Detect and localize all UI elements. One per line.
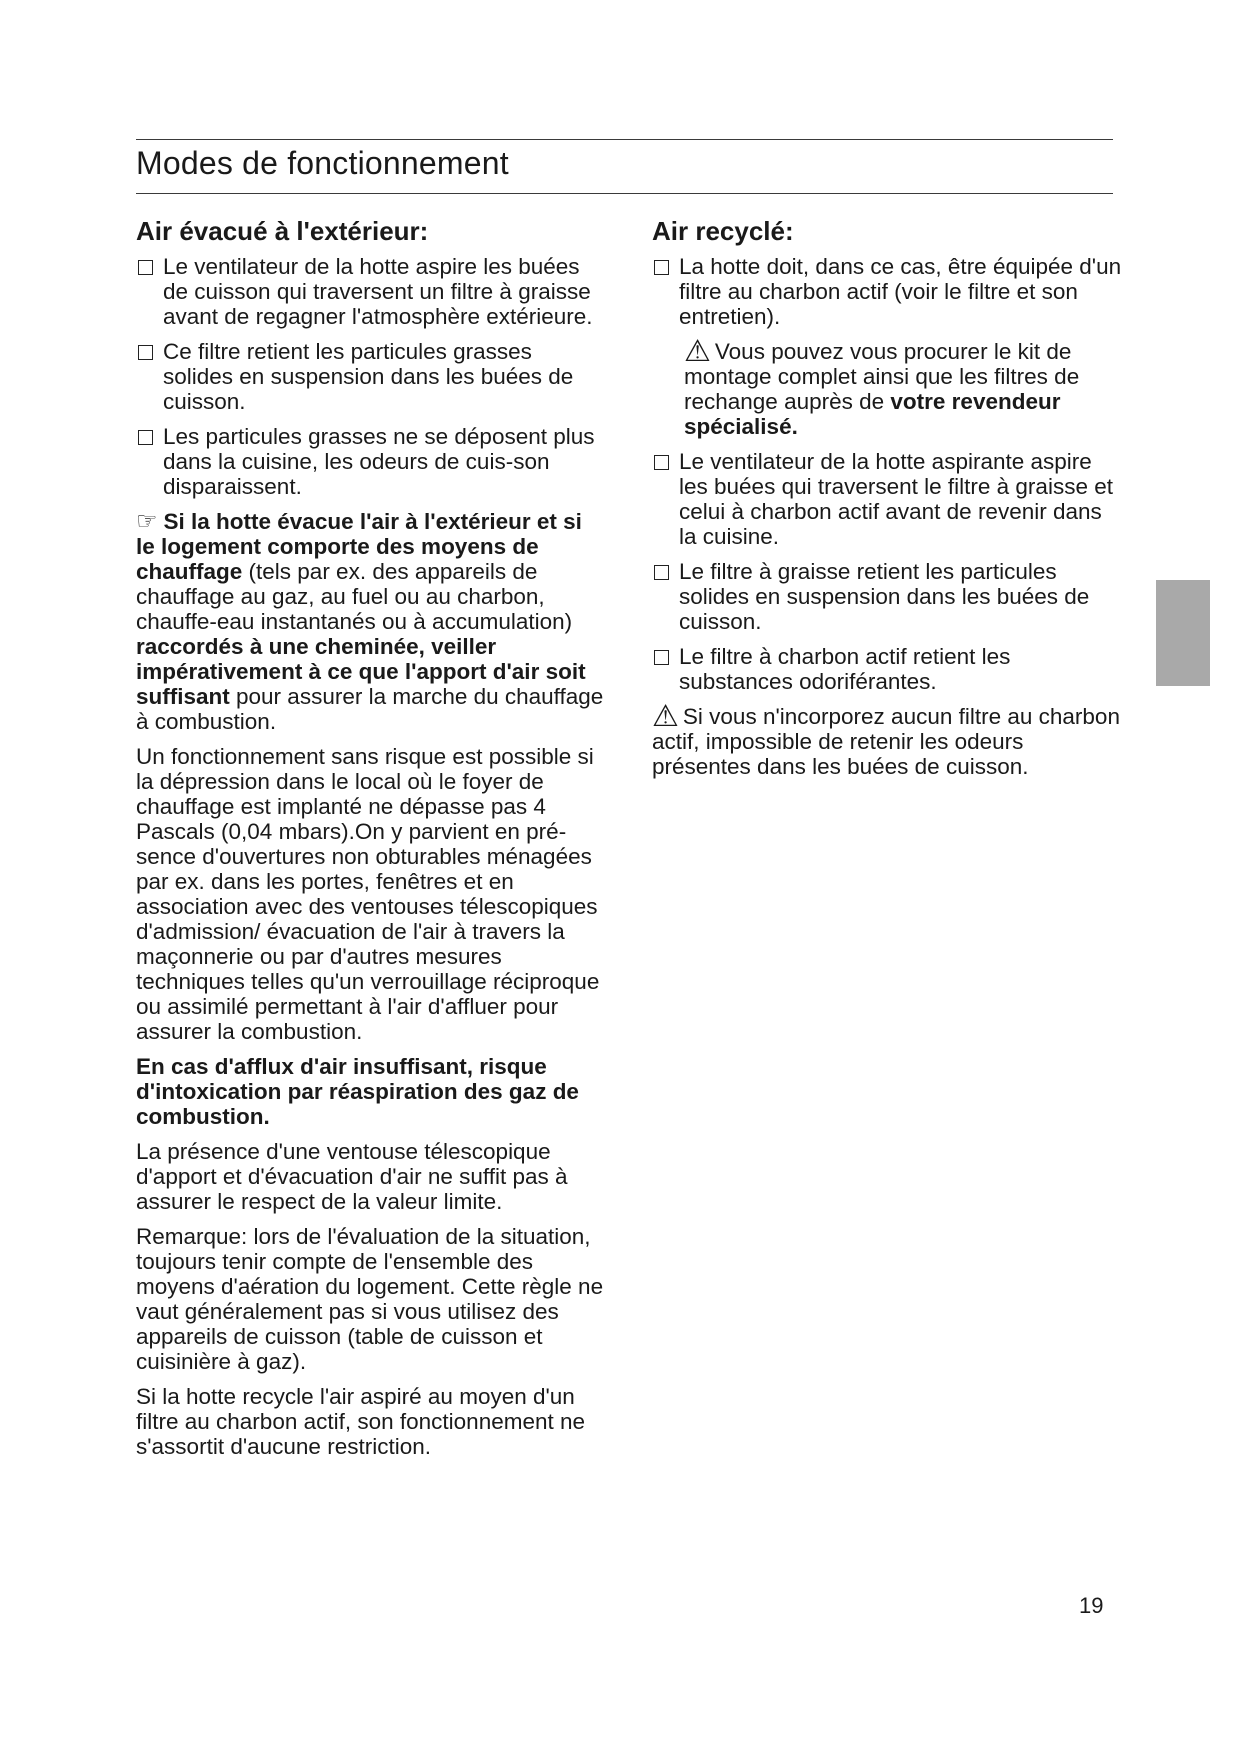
- list-item-text: Le filtre à charbon actif retient les substances odoriférantes.: [679, 644, 1011, 694]
- warning-bold-text: votre revendeur spécialisé.: [684, 389, 1061, 439]
- checkbox-bullet-icon: [654, 565, 669, 580]
- paragraph: Un fonctionnement sans risque est possible si la dépression dans le local où le foyer de chauffage est implanté ne dépasse pas 4 Pascals (0,04 mbars).On y parvient en pré-sence d'ouvertures non obturables ménagées par ex. dans les portes, fenêtres et en association avec des ventouses télescopiques d'admission/ évacuation de l'air à travers la maçonnerie ou par d'autres mesures techniques telles qu'un verrouillage réciproque ou assimilé permettant à l'air d'affluer pour assurer la combustion.: [136, 744, 600, 1044]
- warning-bold-text: En cas d'afflux d'air insuffisant, risque d'intoxication par réaspiration des gaz de combustion.: [136, 1054, 579, 1129]
- warning-text: Vous pouvez vous procurer le kit de montage complet ainsi que les filtres de rechange auprès de: [684, 339, 1080, 414]
- paragraph: La présence d'une ventouse télescopique d'apport et d'évacuation d'air ne suffit pas à assurer le respect de la valeur limite.: [136, 1139, 568, 1214]
- list-item-text: La hotte doit, dans ce cas, être équipée d'un filtre au charbon actif (voir le filtre et son entretien).: [679, 254, 1122, 329]
- checkbox-bullet-icon: [654, 650, 669, 665]
- checkbox-bullet-icon: [138, 430, 153, 445]
- list-item-text: Les particules grasses ne se déposent plus dans la cuisine, les odeurs de cuis-son disparaissent.: [163, 424, 595, 499]
- paragraph: Si la hotte recycle l'air aspiré au moyen d'un filtre au charbon actif, son fonctionnement ne s'assortit d'aucune restriction.: [136, 1384, 586, 1459]
- pointing-hand-icon: ☞: [136, 508, 158, 535]
- list-item: [652, 644, 1122, 694]
- header-rule-bottom: [136, 193, 1113, 194]
- right-column: [652, 216, 1122, 789]
- checkbox-bullet-icon: [138, 345, 153, 360]
- note-bold-2: raccordés à une cheminée, veiller impérativement à ce que l'apport d'air soit suffisant: [136, 634, 586, 709]
- list-item: [652, 559, 1122, 634]
- list-item-text: Le ventilateur de la hotte aspire les buées de cuisson qui traversent un filtre à graisse avant de regagner l'atmosphère extérieure.: [163, 254, 593, 329]
- left-column: [136, 216, 606, 1469]
- warning-paragraph: [136, 1054, 606, 1129]
- page-number: 19: [1079, 1593, 1104, 1618]
- warning-paragraph: [652, 700, 1122, 779]
- warning-triangle-icon: ⚠: [652, 700, 679, 733]
- chapter-tab-marker: [1156, 580, 1210, 686]
- list-item: [652, 449, 1122, 549]
- list-item: [136, 254, 606, 329]
- warning-triangle-icon: ⚠: [684, 335, 711, 368]
- warning-paragraph: [684, 335, 1122, 439]
- note-text-2: pour assurer la marche du chauffage à combustion.: [136, 684, 604, 734]
- page-title: Modes de fonctionnement: [136, 145, 509, 181]
- list-item: [652, 254, 1122, 329]
- note-paragraph: [136, 509, 606, 734]
- checkbox-bullet-icon: [654, 455, 669, 470]
- list-item-text: Le filtre à graisse retient les particules solides en suspension dans les buées de cuisson.: [679, 559, 1090, 634]
- paragraph: Remarque: lors de l'évaluation de la situation, toujours tenir compte de l'ensemble des moyens d'aération du logement. Cette règle ne vaut généralement pas si vous utilisez des appareils de cuisson (table de cuisson et cuisinière à gaz).: [136, 1224, 604, 1374]
- warning-text: Si vous n'incorporez aucun filtre au charbon actif, impossible de retenir les odeurs présentes dans les buées de cuisson.: [652, 704, 1120, 779]
- list-item: [136, 424, 606, 499]
- list-item: [136, 339, 606, 414]
- header-rule-top: [136, 139, 1113, 140]
- section-heading-exhaust: Air évacué à l'extérieur:: [136, 216, 429, 246]
- note-bold-1: Si la hotte évacue l'air à l'extérieur et si le logement comporte des moyens de chauffage: [136, 509, 582, 584]
- checkbox-bullet-icon: [138, 260, 153, 275]
- list-item-text: Ce filtre retient les particules grasses solides en suspension dans les buées de cuisson.: [163, 339, 574, 414]
- section-heading-recirculation: Air recyclé:: [652, 216, 794, 246]
- list-item-text: Le ventilateur de la hotte aspirante aspire les buées qui traversent le filtre à graisse et celui à charbon actif avant de revenir dans la cuisine.: [679, 449, 1113, 549]
- note-text-1: (tels par ex. des appareils de chauffage au gaz, au fuel ou au charbon, chauffe-eau instantanés ou à accumulation): [136, 559, 573, 634]
- checkbox-bullet-icon: [654, 260, 669, 275]
